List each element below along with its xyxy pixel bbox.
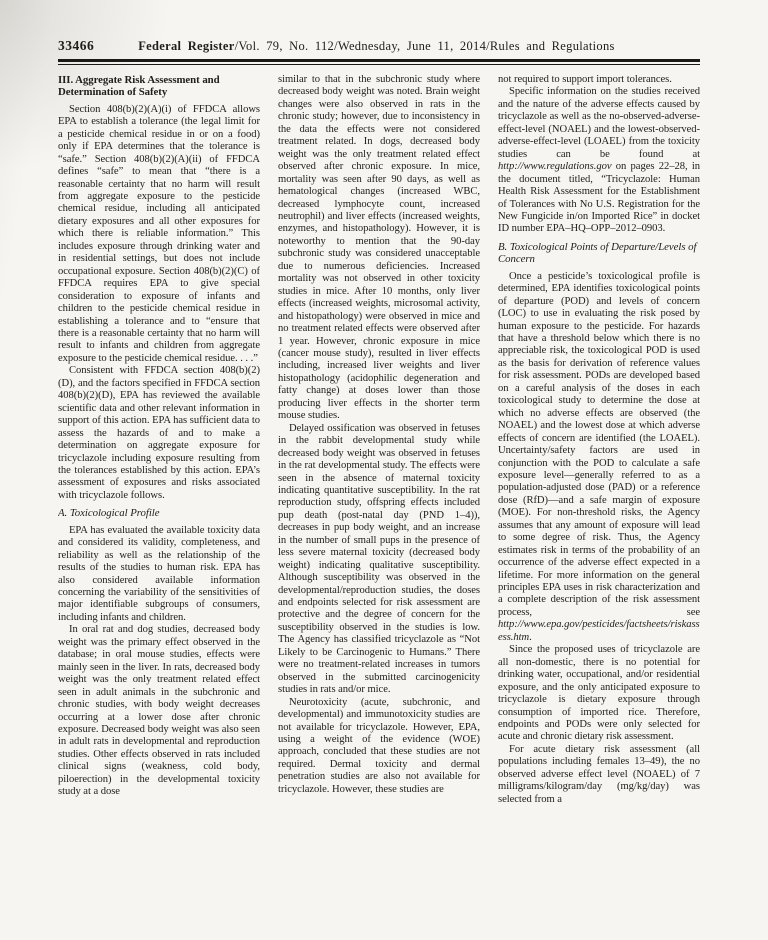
paragraph-continued: similar to that in the subchronic study where decreased body weight was noted. Brain weight changes were also observed in rats in the chronic study; however, due to inconsistency in the data the effects were not considered treatment related. In dogs, decreased body weight was the only treatment related effect observed after chronic exposure. In mice, mortality was seen after 90 days, as well as hematological changes (increased WBC, decreased lymphocyte count, increased neutrophil) and liver effects (increased weights, enzymes, and histopathology). However, it is noteworthy to mention that the 90-day subchronic study was considered unacceptable due to numerous deficiencies. Increased mortality was not observed in other toxicity studies in mice. After 10 months, only liver effects (increased weights, microsomal activity, and histopathology) were observed in mice and no treatment related effects were observed after 1 year. However, chronic exposure in mice (cancer mouse study), resulted in liver effects including, increased liver weights and liver histopathology (acidophilic degeneration and fatty change) at doses lower than those producing liver effects in the shorter term mouse studies. (278, 74, 480, 422)
column-left (58, 74, 260, 926)
page-content (58, 38, 700, 926)
column-middle (278, 74, 480, 926)
page-header (58, 38, 700, 54)
paragraph: Delayed ossification was observed in fetuses in the rabbit developmental study while decreased body weight was observed in fetuses in the rat developmental study. The effects were seen in the absence of maternal toxicity indicating quantitative susceptibility. In the rat reproduction study, offspring effects included pup death (post-natal day (PND 1–4)), decreases in pup body weight, and an increase in the number of small pups in the presence of less severe maternal toxicity (decreased body weight) indicating qualitative susceptibility. Although susceptibility was observed in the developmental/reproduction studies, the doses and endpoints selected for risk assessment are protective and the degree of concern for the susceptibility observed in the studies is low. The Agency has classified tricyclazole as “Not Likely to be Carcinogenic to Humans.” There were no treatment-related increases in tumors observed in the submitted carcinogenicity studies in rats and/or mice. (278, 422, 480, 696)
paragraph (498, 271, 700, 645)
header-rule (58, 59, 700, 65)
section-heading-iii: III. Aggregate Risk Assessment and Determination of Safety (58, 74, 220, 99)
paragraph: For acute dietary risk assessment (all populations including females 13–49), the no observed adverse effect level (NOAEL) of 7 milligrams/kilogram/day (mg/kg/day) was selected from a (498, 743, 700, 805)
paragraph: Consistent with FFDCA section 408(b)(2)(D), and the factors specified in FFDCA section 408(b)(2)(D), EPA has reviewed the available scientific data and other relevant information in support of this action. EPA has sufficient data to assess the hazards of and to make a determination on aggregate exposure for tricyclazole including exposure resulting from the tolerances established by this action. EPA’s assessment of exposures and risks associated with tricyclazole follows. (58, 365, 260, 501)
epa-factsheets-url: http://www.epa.gov/pesticides/factsheets/riskassess.htm (498, 619, 700, 643)
column-right (498, 74, 700, 926)
paragraph: Since the proposed uses of tricyclazole are all non-domestic, there is no potential for drinking water, occupational, and/or residential exposure, and the only anticipated exposure to tricyclazole is dietary exposure through consumption of imported rice. Therefore, endpoints and PODs were only selected for acute and chronic dietary risk assessment. (498, 644, 700, 743)
paragraph-continued: not required to support import tolerances. (498, 74, 672, 85)
paragraph (498, 86, 700, 235)
text-segment: Once a pesticide’s toxicological profile is determined, EPA identifies toxicological points of departure (POD) and levels of concern (LOC) to use in evaluating the risk posed by human exposure to the pesticide. For hazards that have a threshold below which there is no appreciable risk, the toxicological POD is used as the basis for derivation of reference values for risk assessment. PODs are developed based on a careful analysis of the doses in each toxicological study to determine the dose at which no adverse effects are observed (the NOAEL) and the lowest dose at which adverse effects of concern are identified (the LOAEL). Uncertainty/safety factors are used in conjunction with the POD to calculate a safe exposure level—generally referred to as a population-adjusted dose (PAD) or a reference dose (RfD)—and a safe margin of exposure (MOE). For non-threshold risks, the Agency assumes that any amount of exposure will lead to some degree of risk. Thus, the Agency estimates risk in terms of the probability of an occurrence of the adverse effect expected in a lifetime. For more information on the general principles EPA uses in risk characterization and a complete description of the risk assessment process, see (498, 270, 700, 618)
paragraph: Section 408(b)(2)(A)(i) of FFDCA allows EPA to establish a tolerance (the legal limit for a pesticide chemical residue in or on a food) only if EPA determines that the tolerance is “safe.” Section 408(b)(2)(A)(ii) of FFDCA defines “safe” to mean that “there is a reasonable certainty that no harm will result from aggregate exposure to the pesticide chemical residue, including all anticipated dietary exposures and all other exposures for which there is reliable information.” This includes exposure through drinking water and in residential settings, but does not include occupational exposure. Section 408(b)(2)(C) of FFDCA requires EPA to give special consideration to exposure of infants and children to the pesticide chemical residue in establishing a tolerance and to “ensure that there is a reasonable certainty that no harm will result to infants and children from aggregate exposure to the pesticide chemical residue. . . .” (58, 103, 260, 364)
journal-title (138, 39, 614, 54)
paragraph: Neurotoxicity (acute, subchronic, and developmental) and immunotoxicity studies are not available for tricyclazole. However, EPA, using a weight of the evidence (WOE) approach, concluded that these studies are not required. Dermal toxicity and dermal penetration studies are also not available for tricyclazole. However, these studies are (278, 696, 480, 795)
regulations-gov-url: http://www.regulations.gov (498, 161, 612, 173)
paragraph: EPA has evaluated the available toxicity data and considered its validity, completeness, and reliability as well as the relationship of the results of the studies to human risk. EPA has also considered available information concerning the variability of the sensitivities of major identifiable subgroups of consumers, including infants and children. (58, 524, 260, 623)
journal-name: Federal Register (138, 39, 235, 53)
text-segment: . (529, 631, 532, 643)
issue-info: /Vol. 79, No. 112/Wednesday, June 11, 2014/Rules and Regulations (234, 39, 615, 53)
article-columns (58, 74, 700, 926)
text-segment: on pages 22–28, in the document titled, “Tricyclazole: Human Health Risk Assessment for the Establishment of Tolerances with No U.S. Registration for the New Fungicide in/on Imported Rice” in docket ID number EPA–HQ–OPP–2012–0903. (498, 161, 700, 235)
text-segment: Specific information on the studies received and the nature of the adverse effects caused by tricyclazole as well as the no-observed-adverse-effect-level (NOAEL) and the lowest-observed-adverse-effect-level (LOAEL) from the toxicity studies can be found at (498, 86, 700, 160)
subsection-heading-a: A. Toxicological Profile (58, 507, 160, 520)
subsection-heading-b: B. Toxicological Points of Departure/Levels of Concern (498, 240, 697, 266)
page-number: 33466 (58, 38, 95, 53)
paragraph: In oral rat and dog studies, decreased body weight was the primary effect observed in the database; in oral mouse studies, effects were mainly seen in the liver. In rats, decreased body weight was the only treatment related effect seen in adult animals in the subchronic and chronic studies, with body weight decreases occurring at a lower dose after chronic exposure. Decreased body weight was also seen in adult rats in developmental and reproduction studies. Other effects observed in rats included clinical signs (weakness, cold body, piloerection) in the developmental toxicity study at a dose (58, 624, 260, 798)
